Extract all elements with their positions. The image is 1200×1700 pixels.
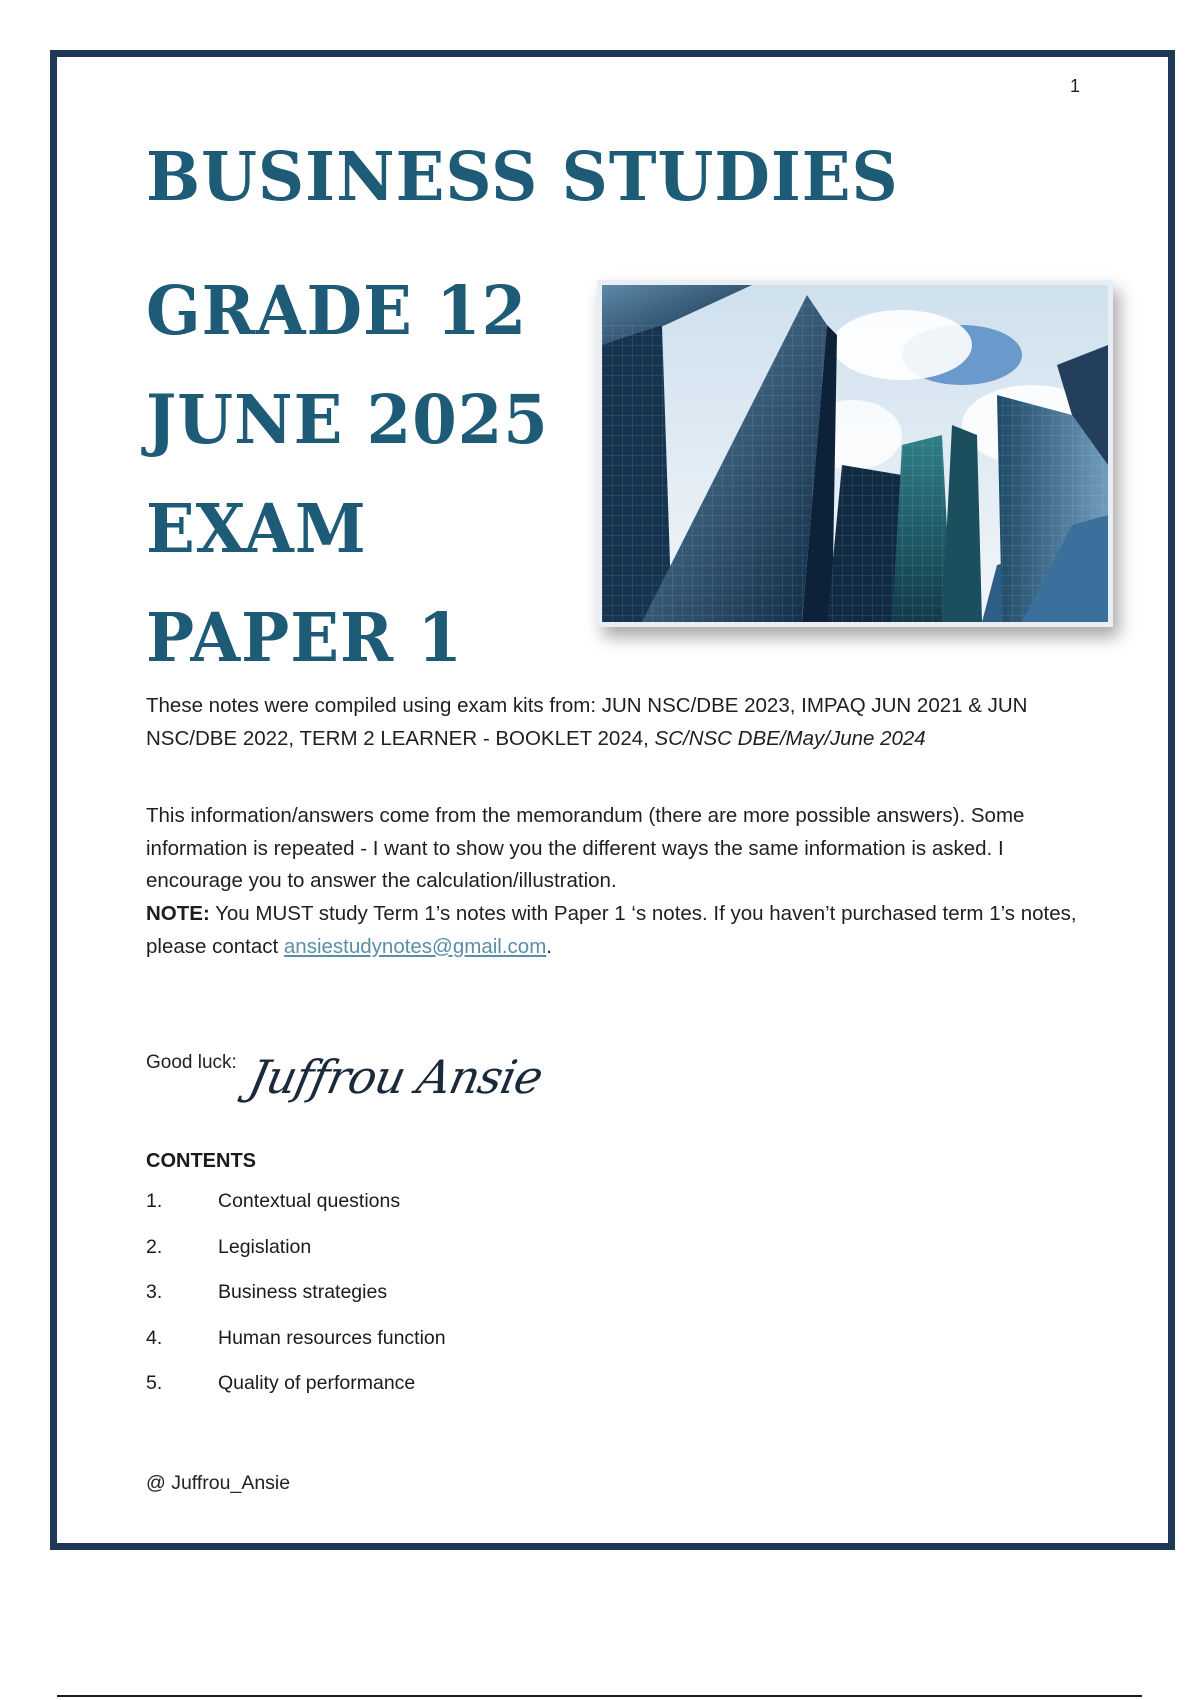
title-line-paper: PAPER 1 <box>146 599 464 678</box>
page-number: 1 <box>1070 76 1081 96</box>
note-label: NOTE: <box>146 902 210 925</box>
contents-item-number: 1. <box>146 1190 163 1212</box>
contents-item <box>146 1190 446 1236</box>
contents-item-label: Quality of performance <box>218 1372 416 1394</box>
bottom-divider <box>57 1695 1142 1697</box>
note-paragraph <box>146 898 1096 963</box>
contents-item-number: 3. <box>146 1281 163 1303</box>
author-handle: @ Juffrou_Ansie <box>146 1472 291 1494</box>
contents-list <box>146 1190 446 1418</box>
memo-paragraph: This information/answers come from the memorandum (there are more possible answers). Some information is repeated - I want to show you the different ways the same information is asked. I encourage you to answer the calculation/illustration. <box>146 804 1025 892</box>
sources-italic-text: SC/NSC DBE/May/June 2024 <box>654 726 926 750</box>
title-line-exam: EXAM <box>146 490 367 569</box>
contents-item <box>146 1236 446 1282</box>
contents-item-label: Legislation <box>218 1235 312 1258</box>
contents-item-label: Contextual questions <box>218 1190 401 1212</box>
title-line-subject: BUSINESS STUDIES <box>146 138 899 217</box>
contents-item <box>146 1372 446 1418</box>
contents-item-number: 5. <box>146 1372 163 1394</box>
contents-item-number: 2. <box>146 1235 163 1258</box>
title-line-grade: GRADE 12 <box>146 272 528 351</box>
contents-item-number: 4. <box>146 1326 163 1349</box>
contents-item-label: Human resources function <box>218 1326 446 1349</box>
sources-text: These notes were compiled using exam kits from: JUN NSC/DBE 2023, IMPAQ JUN 2021 & JUN NSC/DBE 2022, TERM 2 LEARNER - BOOKLET 2024, <box>146 694 1028 750</box>
contents-item-label: Business strategies <box>218 1281 388 1303</box>
sources-paragraph <box>146 690 1096 755</box>
email-link[interactable]: ansiestudynotes@gmail.com <box>283 934 547 958</box>
contents-item <box>146 1281 446 1327</box>
contents-item <box>146 1327 446 1373</box>
contents-heading: CONTENTS <box>146 1150 256 1172</box>
good-luck-label: Good luck: <box>146 1052 237 1073</box>
title-line-date: JUNE 2025 <box>146 381 549 460</box>
note-text: You MUST study Term 1’s notes with Paper 1 ‘s notes. If you haven’t purchased term 1’s notes, please contact <box>146 902 1077 958</box>
note-end: . <box>546 934 552 958</box>
signature: Juffrou Ansie <box>244 1050 548 1104</box>
buildings-image <box>597 280 1113 627</box>
